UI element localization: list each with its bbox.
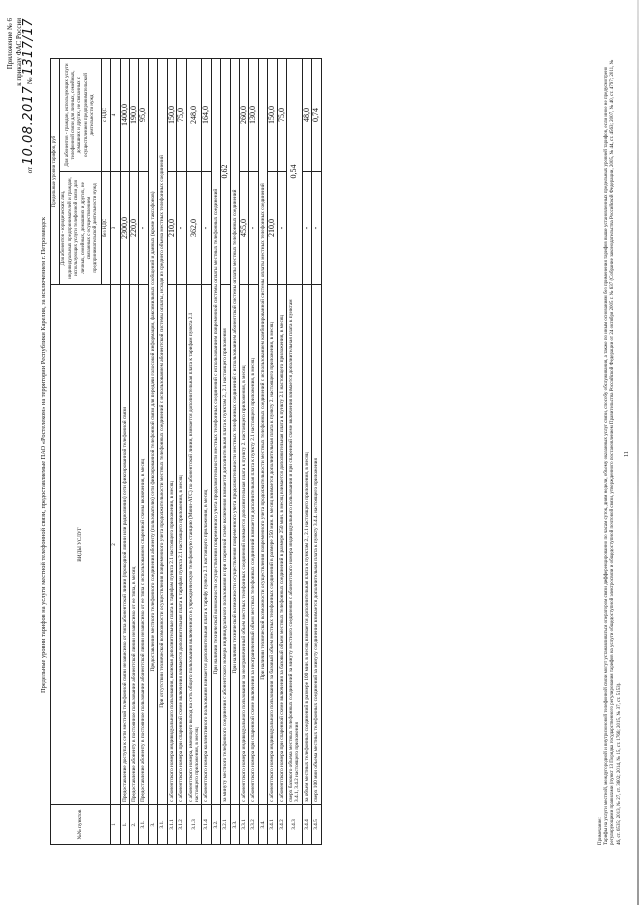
tariff-value-legal: - (277, 172, 286, 285)
tariff-value-citizen: 130,0 (249, 59, 258, 172)
row-number: 3.1. (158, 805, 167, 845)
header-col-b: Для абонентов - граждан, использующих услуги телефонной связи для личных, семейных, домашних и других, не связанных с осуществлением предпринимательской деятельности нужд (60, 59, 101, 172)
service-name: Предоставление доступа к сети местной телефонной связи независимо от типа абонентской линии (проводной линии или радиолинии) сети фиксированной телефонной связи (120, 285, 129, 805)
row-number: 3.3. (230, 805, 239, 845)
table-row (312, 59, 321, 845)
service-name: сверх базового объема местных телефонных соединений за минуту местного соединения с абонентского номера индивидуального пользования и при спаренной схеме включения взимается дополнительная плата к пунктам 3.4.1, 3.4.2 настоящего приложения (286, 285, 302, 805)
header-col-a: Для абонентов - юридических лиц, индивидуальных предпринимателей и граждан, использующих услуги телефонной связи для личных, семейных, домашних и других, не связанных с осуществлением предпринимательской деятельности нужд (60, 172, 101, 285)
tariff-value-legal: - (202, 172, 211, 285)
note-text: Тарифы на услуги местной, междугородной и внутризоновой телефонной связи могут устанавливаться оператором связи дифференцированно по часам суток, дням недели, объему оказанных услуг связи, способу обслуживания, а также по иным основаниям без применения тарифов выше установленных предельных уровней тарифов, если иное не предусмотрено регулирующими правилами (пункт 13 Порядка государственного регулирования тарифов на услуги общедоступной электросвязи и общедоступной почтовой связи, утвержденного постановлением Правительства Российской Федерации от 24 октября 2005 г. № 637 (Собрание законодательства Российской Федерации, 2005, № 44, ст. 4563; 2007, № 40, ст. 4797; 2011, № 46, ст. 6535; 2013, № 27, ст. 3602; 2014, № 15, ст. 1766; 2015, № 37, ст. 5153). (604, 59, 622, 845)
table-row (239, 59, 248, 845)
service-name: Предоставление абоненту в постоянное пользование абонентской линии независимо от ее типа, в месяц (130, 285, 139, 805)
section-title: При наличии технической возможности осуществления повременного учета продолжительности местных телефонных соединений с использованием повременной системы оплаты местных телефонных соединений (211, 59, 220, 805)
service-name: с абонентского номера индивидуального пользования за неограниченный объем местных телефонных соединений взимается дополнительная плата к пункту 2. настоящего приложения, в месяц (239, 285, 248, 805)
note-title: Примечание: (598, 817, 603, 845)
tariff-value-legal: 210,0 (167, 172, 176, 285)
number-handwritten: 1317/17 (21, 18, 36, 76)
tariff-value-legal: - (312, 172, 321, 285)
table-row (202, 59, 211, 845)
row-number: 3.3.2 (249, 805, 258, 845)
page-number: 11 (624, 451, 630, 457)
row-number: 3.4. (258, 805, 267, 845)
section-row (158, 59, 167, 845)
row-number: 3.4.3 (286, 805, 302, 845)
note-block (598, 55, 623, 845)
index-cell: 4 (111, 59, 120, 172)
tariff-value-citizen: 150,0 (167, 59, 176, 172)
service-name: с абонентского номера, имеющего выход на сеть общего пользования включенного в учрежденческую телефонную станцию (Мини-АТС) по абонентской линии, взимается дополнительная плата к тарифам пункта 2.1 настоящего приложения, в месяц (186, 285, 202, 805)
tariff-value-merged: 0,62 (221, 59, 230, 285)
service-name: с абонентского номера при спаренной схеме включения взимается дополнительная плата к тарифам пункта 2.1 настоящего приложения, в месяц (177, 285, 186, 805)
table-row (286, 59, 302, 845)
table-row (177, 59, 186, 845)
tariff-value-legal: 220,0 (130, 172, 139, 285)
row-number: 2. (130, 805, 139, 845)
service-name: с абонентского номера индивидуального пользования, включая дополнительные плата к тарифам пункта 2.1 настоящего приложения, в месяц (167, 285, 176, 805)
table-row (302, 59, 311, 845)
header-col-a-vat: без НДС (101, 172, 110, 285)
index-cell: 2 (111, 285, 120, 805)
service-name: сверх 100 мин объема местных телефонных соединений за минуту соединения взимается дополнительная плата к пункту 3.4.4. настоящего приложения (312, 285, 321, 805)
section-row (230, 59, 239, 845)
table-header (51, 59, 121, 845)
tariff-value-legal: 362,0 (186, 172, 202, 285)
table-row (277, 59, 286, 845)
tariff-value-citizen: 75,0 (277, 59, 286, 172)
index-cell: 1 (111, 805, 120, 845)
number-prefix: № (26, 77, 34, 84)
table-body (120, 59, 321, 845)
tariff-value-legal: 455,0 (239, 172, 248, 285)
service-name: с абонентского номера при спаренной схеме включения за базовый объем местных телефонных соединений в размере 250 мин. в месяц взимается дополнительная плата к пункту 2.1 настоящего приложения, в месяц (277, 285, 286, 805)
appendix-line2: к приказу ФАС России (15, 18, 23, 86)
section-title: При наличии технической возможности осуществления повременного учета продолжительности местных телефонных соединений с использованием абонентской системы оплаты местных телефонных соединений (230, 59, 239, 805)
header-index-row (111, 59, 120, 845)
section-row (148, 59, 157, 845)
table-row (167, 59, 176, 845)
date-handwritten: 10.08.2017 (21, 85, 36, 166)
tariff-value-legal: - (139, 172, 148, 285)
row-number: 3.1.2 (177, 805, 186, 845)
appendix-block (6, 18, 35, 173)
tariff-value-citizen: 164,0 (202, 59, 211, 172)
service-name: с абонентского номера коллективного пользования взимается дополнительная плата к тарифу пункта 2.1 настоящего приложения, в месяц (202, 285, 211, 805)
row-number: 3.1.3 (186, 805, 202, 845)
table-row (249, 59, 258, 845)
service-name: за объем местных телефонных соединений в размере 100 мин. в месяц взимается дополнительная плата к пунктам 2., 2.1 настоящего приложения, в месяц (302, 285, 311, 805)
header-col-name: ВИДЫ УСЛУГ (51, 285, 111, 805)
tariff-value-citizen: 248,0 (186, 59, 202, 172)
table-row (221, 59, 230, 845)
tariff-value-citizen: 95,0 (139, 59, 148, 172)
appendix-line1: Приложение № 6 (6, 18, 14, 70)
row-number: 3.2.1 (221, 805, 230, 845)
service-name: за минуту местного телефонного соединения с абонентского номера индивидуального пользования и при спаренной схеме включения взимается дополнительная плата к пунктам 2., 2.1 настоящего приложения (221, 285, 230, 805)
service-name: Предоставление абоненту в постоянное пользование абонентской линии независимо от ее типа с использованием спаренной схемы включения, в месяц (139, 285, 148, 805)
section-title: Предоставление местного телефонного соединения абоненту (пользователю) сети фиксированной телефонной связи для передачи голосовой информации, факсимильных сообщений и данных (кроме таксофонов) (148, 59, 157, 805)
tariff-value-citizen: 1400,0 (120, 59, 129, 172)
tariff-value-legal: - (177, 172, 186, 285)
service-name: с абонентского номера индивидуального пользования за базовый объем местных телефонных соединений в размере 250 мин. в месяц взимается дополнительная плата к пункту 2. настоящего приложения, в месяц (268, 285, 277, 805)
row-number: 3.1.1 (167, 805, 176, 845)
row-number: 3.4.5 (312, 805, 321, 845)
tariff-table (50, 58, 322, 845)
date-prefix: от (26, 166, 34, 174)
tariff-value-citizen: 150,0 (268, 59, 277, 172)
appendix-date-line (21, 18, 36, 174)
tariff-value-citizen: 75,0 (177, 59, 186, 172)
row-number: 3.1.4 (202, 805, 211, 845)
tariff-value-legal: - (302, 172, 311, 285)
section-row (258, 59, 267, 845)
row-number: 1. (120, 805, 129, 845)
row-number: 3.1. (139, 805, 148, 845)
header-col-num: №№ пунктов (51, 805, 111, 845)
scan-edge (637, 0, 639, 905)
table-row (268, 59, 277, 845)
row-number: 3.2. (211, 805, 220, 845)
row-number: 3.4.1 (268, 805, 277, 845)
index-cell: 3 (111, 172, 120, 285)
table-row (139, 59, 148, 845)
document-title: Предельные уровни тарифов на услуги местной телефонной связи, предоставляемые ПАО «Ростелеком» на территории Республики Карелия, за исключением г. Петрозаводск (40, 217, 47, 693)
table-row (186, 59, 202, 845)
row-number: 3. (148, 805, 157, 845)
tariff-value-legal: - (249, 172, 258, 285)
row-number: 3.4.4 (302, 805, 311, 845)
tariff-value-merged: 0,54 (286, 59, 302, 285)
tariff-value-citizen: 260,0 (239, 59, 248, 172)
header-col-b-vat: с НДС (101, 59, 110, 172)
tariff-value-citizen: 190,0 (130, 59, 139, 172)
section-title: При наличии технической возможности осуществления повременного учета продолжительности местных телефонных соединений с использованием комбинированной системы оплаты местных телефонных соединений (258, 59, 267, 805)
service-name: с абонентского номера при спаренной схеме включения за неограниченный объем местных телефонных соединений взимается дополнительная плата к пункту 2.1 настоящего приложения, в месяц (249, 285, 258, 805)
tariff-value-legal: 210,0 (268, 172, 277, 285)
table-row (120, 59, 129, 845)
header-col-levels: Предельные уровни тарифов, руб (51, 59, 60, 285)
table-row (130, 59, 139, 845)
section-title: При отсутствии технической возможности осуществления повременного учета продолжительности местных телефонных соединений с использованием абонентской системы оплаты, исходя из среднего объема местных телефонных соединений (158, 59, 167, 805)
row-number: 3.4.2 (277, 805, 286, 845)
row-number: 3.3.1 (239, 805, 248, 845)
tariff-value-citizen: 0,74 (312, 59, 321, 172)
tariff-value-citizen: 48,0 (302, 59, 311, 172)
tariff-value-legal: 2300,0 (120, 172, 129, 285)
